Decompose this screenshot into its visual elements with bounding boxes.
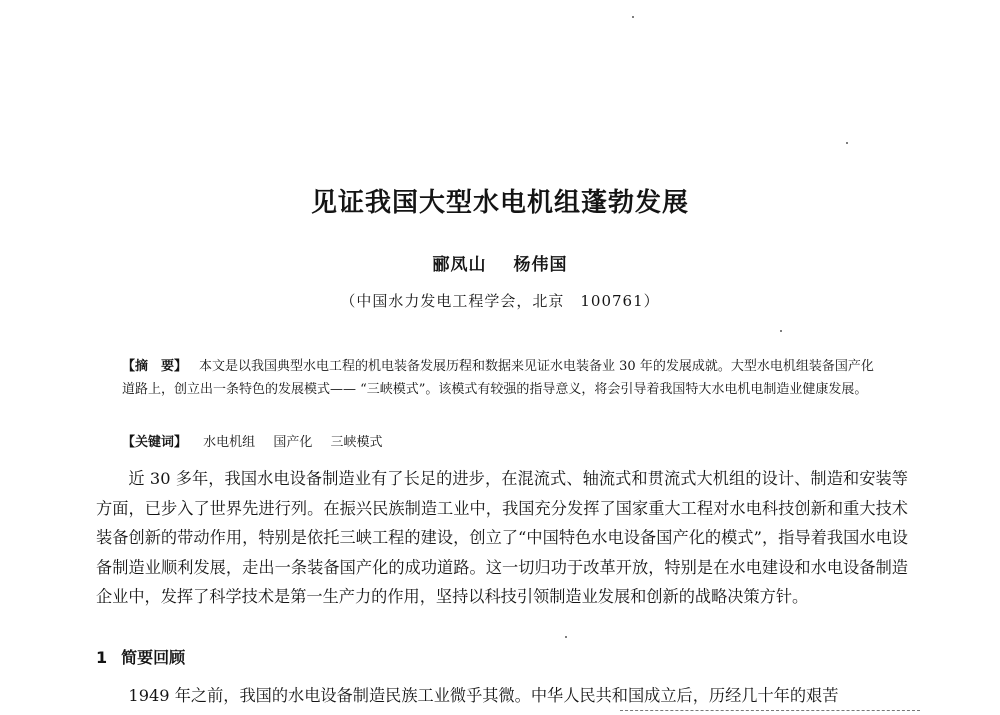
- section-paragraph: 1949 年之前，我国的水电设备制造民族工业微乎其微。中华人民共和国成立后，历经几十年的艰苦: [128, 686, 839, 705]
- author-line: [0, 250, 1000, 275]
- scan-speck: [565, 636, 567, 638]
- intro-paragraph: 近 30 多年，我国水电设备制造业有了长足的进步，在混流式、轴流式和贯流式大机组的设计、制造和安装等方面，已步入了世界先进行列。在振兴民族制造工业中，我国充分发挥了国家重大工程对水电科技创新和重大技术装备创新的带动作用，特别是依托三峡工程的建设，创立了“中国特色水电设备国产化的模式”，指导着我国水电设备制造业顺利发展，走出一条装备国产化的成功道路。这一切归功于改革开放，特别是在水电建设和水电设备制造企业中，发挥了科学技术是第一生产力的作用，坚持以科技引领制造业发展和创新的战略决策方针。: [96, 469, 908, 606]
- abstract: [122, 355, 882, 401]
- scan-speck: [846, 142, 848, 144]
- keywords-label: 【关键词】: [122, 435, 188, 450]
- scan-speck: [632, 16, 634, 18]
- section-heading: [96, 645, 185, 668]
- section-number: 1: [96, 648, 108, 667]
- author-name: 郦凤山: [432, 255, 487, 275]
- keyword: 水电机组: [203, 435, 256, 450]
- abstract-text: 本文是以我国典型水电工程的机电装备发展历程和数据来见证水电装备业 30 年的发展成就。大型水电机组装备国产化道路上，创立出一条特色的发展模式—— “三峡模式”。该模式有较强的指导意义，将会引导着我国特大水电机电制造业健康发展。: [122, 359, 874, 397]
- article-title: 见证我国大型水电机组蓬勃发展: [310, 188, 689, 218]
- keywords: [122, 431, 882, 454]
- keyword: 国产化: [273, 435, 313, 450]
- author-name: 杨伟国: [513, 255, 568, 275]
- abstract-label: 【摘 要】: [122, 359, 188, 374]
- page-bottom-edge: [620, 710, 920, 715]
- section-title: 简要回顾: [121, 648, 186, 667]
- scan-speck: [780, 330, 782, 332]
- keyword: 三峡模式: [330, 435, 383, 450]
- affiliation: （中国水力发电工程学会，北京 100761）: [340, 292, 660, 310]
